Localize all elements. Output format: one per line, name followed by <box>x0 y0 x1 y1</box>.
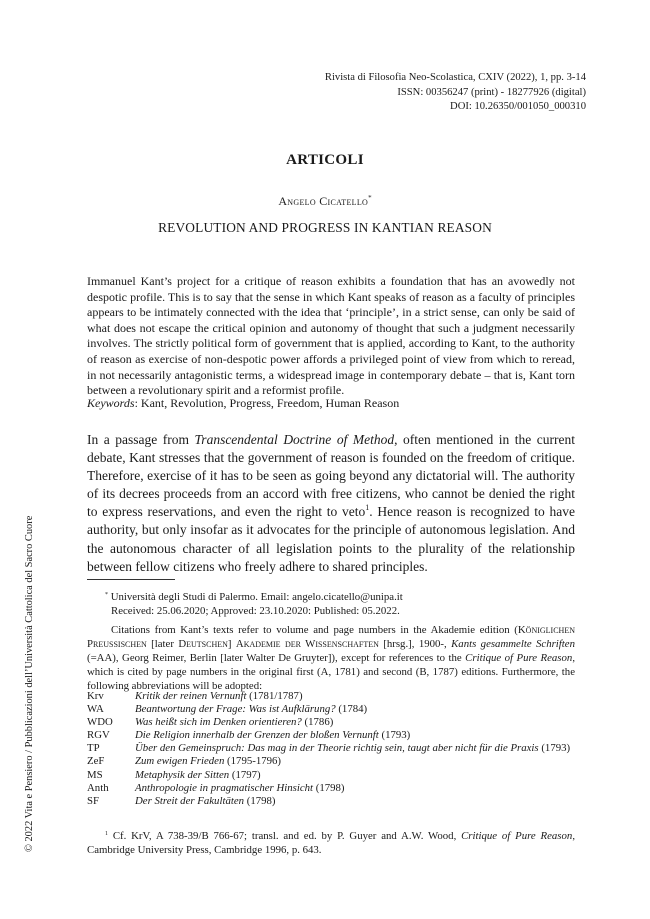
citation-text: [later <box>146 637 179 650</box>
abbreviation-key: TP <box>87 742 100 755</box>
cited-work-title: Transcendental Doctrine of Method <box>194 432 395 447</box>
author-line <box>0 194 650 209</box>
issn-line: ISSN: 00356247 (print) - 18277926 (digital) <box>397 86 586 98</box>
abbreviation-year: (1793) <box>378 729 411 742</box>
abbreviation-key: MS <box>87 768 103 781</box>
abbreviation-title: Anthropologie in pragmatischer Hinsicht <box>135 781 314 794</box>
abbreviation-year: (1786) <box>301 716 334 729</box>
keywords-line <box>87 396 575 412</box>
abbreviation-row <box>87 729 575 742</box>
keywords-text: : Kant, Revolution, Progress, Freedom, Human Reason <box>134 396 400 410</box>
abbreviation-key: WA <box>87 703 104 716</box>
citation-smallcaps: Deutschen <box>178 637 228 650</box>
citation-text: (=AA), Georg Reimer, Berlin [later Walter De Gruyter]), except for references to the <box>87 651 466 664</box>
body-paragraph <box>87 431 575 576</box>
citation-text: , which is cited by page numbers in the original first (A, 1781) and second (B, 1787) editions. Furthermore, the following abbreviations will be adopted: <box>87 651 576 692</box>
abbreviation-key: RGV <box>87 729 110 742</box>
abbreviation-row <box>87 755 575 768</box>
body-text: , often mentioned in the current debate, Kant stresses that the government of reason is founded on the freedom of critique. Therefore, exercise of it has to be seen as going beyond any dictatorial will. The authority of its decrees proceeds from an accord with free citizens, who cannot be denied the right to express reservations, and even the right to veto <box>87 432 575 520</box>
body-text: . Hence reason is recognized to have authority, but only insofar as it advocates for the principle of autonomous legislation. And the autonomous character of all legislation points to the plurality of the relationship between fellow citizens who freely adhere to shared principles. <box>87 504 575 574</box>
abbreviation-key: WDO <box>87 716 113 729</box>
footnote-ref[interactable]: 1 <box>365 503 370 513</box>
article-title: REVOLUTION AND PROGRESS IN KANTIAN REASON <box>158 220 492 235</box>
abbreviation-row <box>87 690 575 703</box>
abbreviations-list <box>87 690 575 808</box>
abbreviation-title: Beantwortung der Frage: Was ist Aufklärung? <box>135 703 336 716</box>
abstract: Immanuel Kant’s project for a critique of reason exhibits a foundation that has an avowedly not despotic profile. This is to say that the sense in which Kant speaks of reason as a faculty of principles appears to be intimately connected with the idea that ‘principle’, in a strict sense, can only be said of what does not escape the critical opinion and autonomy of thought that such a judgment necessarily involves. The strictly political form of government that is applied, according to Kant, to the authority of reason as exercise of non-despotic power affords a privileged point of view from which to reread, in not necessarily antagonistic terms, a widespread image in contemporary debate – that is, Kant torn between a revolutionary spirit and a reformist profile. <box>87 274 575 398</box>
abbreviation-value <box>135 769 575 782</box>
abbreviation-row <box>87 703 575 716</box>
abbreviation-year: (1795-1796) <box>224 755 282 768</box>
section-heading: ARTICOLI <box>286 152 364 168</box>
abbreviation-year: (1798) <box>313 781 345 794</box>
abbreviation-value <box>135 690 575 703</box>
journal-citation: Rivista di Filosofia Neo-Scolastica, CXIV (2022), 1, pp. 3-14 <box>324 72 586 83</box>
abbreviation-key: SF <box>87 794 100 807</box>
abbreviation-value <box>135 716 575 729</box>
abbreviation-value <box>135 703 575 716</box>
abbreviation-title: Zum ewigen Frieden <box>135 755 225 768</box>
citation-smallcaps: Königlichen Preussischen <box>87 624 575 650</box>
abbreviation-year: (1784) <box>335 703 368 716</box>
abbreviation-title: Die Religion innerhalb der Grenzen der bloßen Vernunft <box>135 729 379 742</box>
abbreviation-row <box>87 742 575 755</box>
abbreviation-row <box>87 795 575 808</box>
citation-text: [hrsg.], 1900-, <box>378 637 452 650</box>
abbreviation-value <box>135 795 575 808</box>
abbreviation-title: Metaphysik der Sitten <box>135 768 230 781</box>
footnote-rule <box>87 579 175 580</box>
footnote-cited-title: Critique of Pure Reason <box>461 830 573 842</box>
footnote-text: Cf. KrV, A 738-39/B 766-67; transl. and ed. by P. Guyer and A.W. Wood, <box>108 830 462 842</box>
keywords-label: Keywords <box>87 396 135 410</box>
abbreviation-key: Anth <box>87 781 109 794</box>
doi-line: DOI: 10.26350/001050_000310 <box>450 101 586 113</box>
abbreviation-value <box>135 755 575 768</box>
abbreviation-value <box>135 782 575 795</box>
abbreviation-key: ZeF <box>87 755 105 768</box>
abbreviation-year: (1798) <box>244 794 276 807</box>
abbreviation-row <box>87 769 575 782</box>
abbreviation-value <box>135 742 575 755</box>
citation-smallcaps: Akademie der Wissenschaften <box>235 637 379 650</box>
citation-note <box>87 624 575 694</box>
footnote-1-marker: 1 <box>105 831 108 837</box>
body-text: In a passage from <box>87 432 195 447</box>
abbreviation-key: Krv <box>87 690 104 702</box>
citation-text: ] <box>227 637 236 650</box>
submission-dates: Received: 25.06.2020; Approved: 23.10.2020: Published: 05.2022. <box>111 604 400 617</box>
abbreviation-row <box>87 782 575 795</box>
citation-text: Citations from Kant’s texts refer to volume and page numbers in the Akademie edition ( <box>111 624 518 636</box>
author-footnote <box>87 589 575 619</box>
author-footnote-marker: * <box>368 194 372 202</box>
author-footnote-mark: * <box>105 592 108 598</box>
abbreviation-value <box>135 729 575 742</box>
citation-italic: Kants gesammelte Schriften <box>451 637 575 650</box>
copyright-sidebar: © 2022 Vita e Pensiero / Pubblicazioni dell’Università Cattolica del Sacro Cuore <box>24 515 35 852</box>
author-name: Angelo Cicatello <box>278 194 369 208</box>
journal-header <box>325 71 586 115</box>
footnote-text: , Cambridge University Press, Cambridge 1996, p. 643. <box>87 830 576 857</box>
footnote-1 <box>87 827 575 858</box>
citation-italic: Critique of Pure Reason <box>465 651 573 664</box>
abbreviation-title: Über den Gemeinspruch: Das mag in der Theorie richtig sein, taugt aber nicht für die Praxis <box>135 742 539 755</box>
abbreviation-year: (1793) <box>538 742 571 755</box>
author-affiliation: Università degli Studi di Palermo. Email: angelo.cicatello@unipa.it <box>110 591 403 603</box>
abbreviation-year: (1797) <box>229 768 261 781</box>
abbreviation-title: Was heißt sich im Denken orientieren? <box>135 716 302 729</box>
abbreviation-year: (1781/1787) <box>246 690 303 702</box>
abbreviation-title: Kritik der reinen Vernunft <box>135 690 247 702</box>
abbreviation-row <box>87 716 575 729</box>
abbreviation-title: Der Streit der Fakultäten <box>135 794 245 807</box>
